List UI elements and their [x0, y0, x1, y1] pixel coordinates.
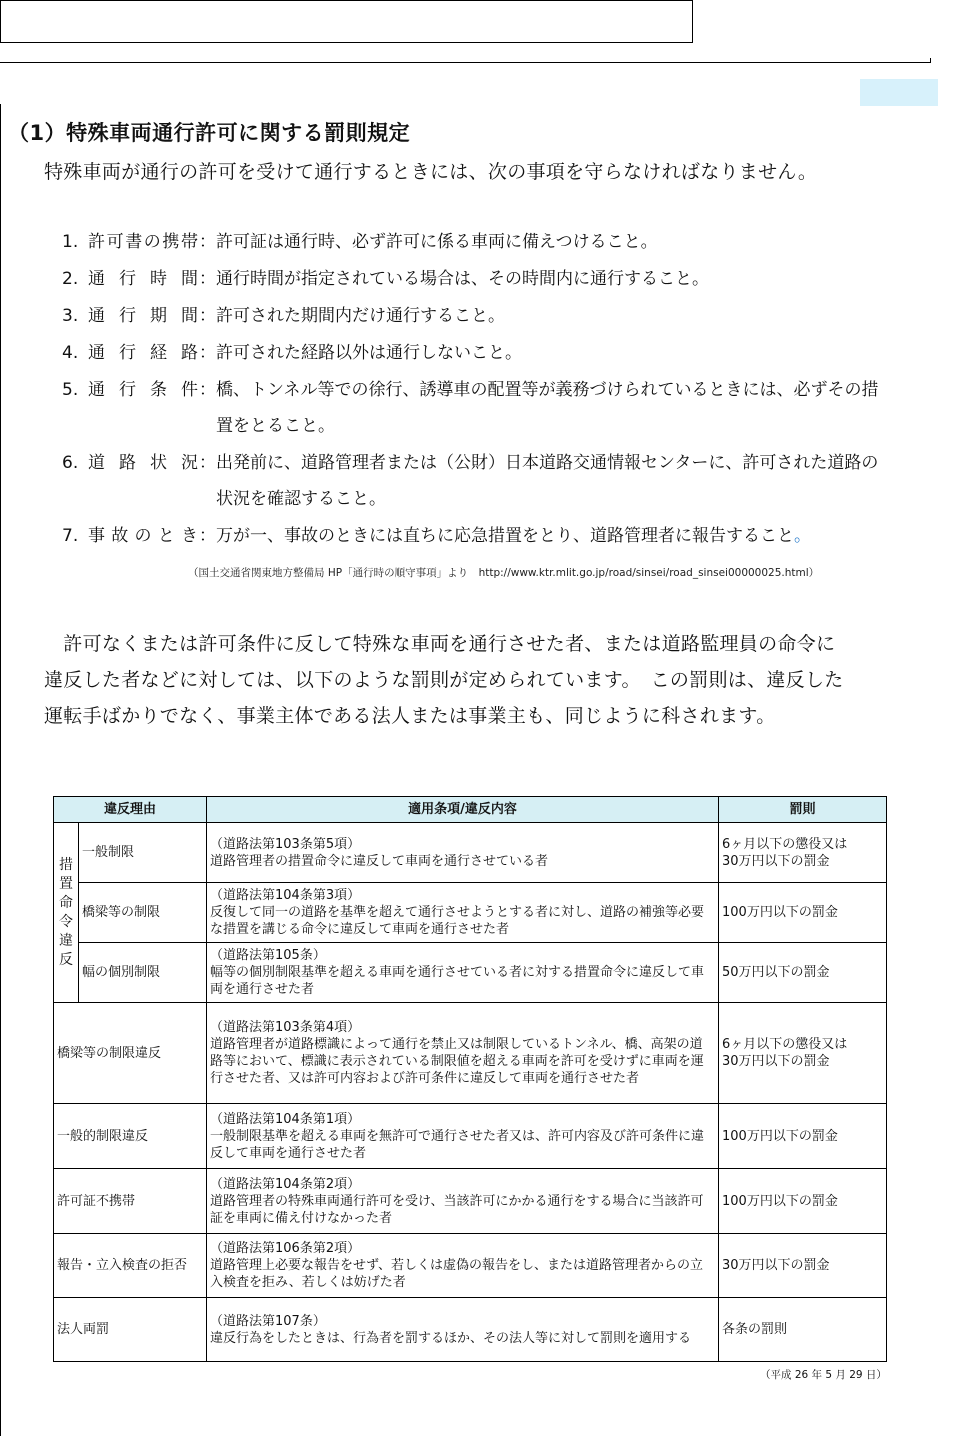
rule-number: 4.: [62, 343, 79, 363]
rule-text: 橋、トンネル等での徐行、誘導車の配置等が義務づけられているときには、必ずその措: [216, 380, 879, 400]
header-content: 適用条項/違反内容: [207, 797, 719, 823]
content-cell: [207, 943, 719, 1003]
group-label-char: 置: [59, 875, 73, 892]
law-reference: （道路法第106条第2項）: [210, 1241, 361, 1256]
rule-item: [62, 265, 942, 302]
header-reason: 違反理由: [54, 797, 207, 823]
content-cell: [207, 883, 719, 943]
rule-text-continued: 状況を確認すること。: [216, 489, 386, 509]
violation-content: 違反行為をしたときは、行為者を罰するほか、その法人等に対して罰則を適用する: [210, 1330, 692, 1346]
penalty-cell: 30万円以下の罰金: [719, 1234, 887, 1298]
content-cell: [207, 1234, 719, 1298]
section-title: （1）特殊車両通行許可に関する罰則規定: [8, 121, 411, 145]
rule-colon: ：: [199, 380, 216, 400]
penalty-cell: 6ヶ月以下の懲役又は 30万円以下の罰金: [719, 823, 887, 883]
rule-text: 通行時間が指定されている場合は、その時間内に通行すること。: [216, 269, 709, 289]
rule-item: [62, 339, 942, 376]
reason-cell: 一般制限: [79, 823, 207, 883]
rule-text: 許可証は通行時、必ず許可に係る車両に備えつけること。: [216, 232, 658, 252]
source-citation: （国土交通省関東地方整備局 HP「通行時の順守事項」より http://www.ktr.mlit.go.jp/road/sinsei/road_sinsei00000025.html）: [188, 567, 820, 579]
reason-cell: 橋梁等の制限: [79, 883, 207, 943]
header-divider: [0, 62, 931, 63]
penalty-cell: 100万円以下の罰金: [719, 883, 887, 943]
law-reference: （道路法第105条）: [210, 948, 326, 963]
group-label-char: 反: [59, 951, 73, 968]
content-cell: [207, 823, 719, 883]
table-row: [54, 1003, 887, 1104]
law-reference: （道路法第107条）: [210, 1313, 326, 1329]
violation-content: 一般制限基準を超える車両を無許可で通行させた者又は、許可内容及び許可条件に違反して車両を通行させた者: [210, 1128, 705, 1161]
header-penalty: 罰則: [719, 797, 887, 823]
violation-content: 反復して同一の道路を基準を超えて通行させようとする者に対し、道路の補強等必要な措置を講じる命令に違反して車両を通行させた者: [210, 905, 705, 937]
table-row: [54, 823, 887, 883]
rule-text-body: 万が一、事故のときには直ちに応急措置をとり、道路管理者に報告すること: [216, 526, 794, 546]
table-row: [54, 1298, 887, 1362]
rule-label: 道路状況: [88, 453, 198, 473]
rule-colon: ：: [199, 232, 216, 252]
content-cell: [207, 1169, 719, 1234]
group-label-char: 違: [59, 932, 73, 949]
rules-list: [62, 228, 942, 559]
group-label-char: 命: [59, 894, 73, 911]
left-frame-line: [0, 104, 1, 1436]
rule-colon: ：: [199, 269, 216, 289]
table-row: [54, 943, 887, 1003]
reason-cell: 橋梁等の制限違反: [54, 1003, 207, 1104]
rule-label: 通行条件: [88, 380, 198, 400]
paragraph-line: 違反した者などに対しては、以下のような罰則が定められています。 この罰則は、違反した: [44, 669, 844, 691]
violation-content: 幅等の個別制限基準を超える車両を通行させている者に対する措置命令に違反して車両を通行させた者: [210, 965, 705, 997]
rule-text: 許可された経路以外は通行しないこと。: [216, 343, 522, 363]
page-tag-box: [860, 79, 938, 106]
law-reference: （道路法第104条第3項）: [210, 888, 361, 903]
table-row: [54, 1169, 887, 1234]
law-reference: （道路法第103条第5項）: [210, 836, 361, 852]
group-label-char: 措: [59, 856, 73, 873]
penalty-cell: 100万円以下の罰金: [719, 1104, 887, 1169]
header-divider-tick: [930, 58, 931, 63]
law-reference: （道路法第103条第4項）: [210, 1020, 361, 1035]
rule-text: 出発前に、道路管理者または（公財）日本道路交通情報センターに、許可された道路の: [216, 453, 879, 473]
group-label-cell: [54, 823, 79, 1003]
header-title-box: [0, 0, 693, 43]
rule-item: [62, 449, 942, 522]
paragraph-line: 許可なくまたは許可条件に反して特殊な車両を通行させた者、または道路監理員の命令に: [44, 633, 836, 655]
rule-end-mark: 。: [794, 526, 811, 546]
rule-text: 許可された期間内だけ通行すること。: [216, 306, 505, 326]
table-row: [54, 1104, 887, 1169]
penalty-cell: 50万円以下の罰金: [719, 943, 887, 1003]
content-cell: [207, 1104, 719, 1169]
law-reference: （道路法第104条第1項）: [210, 1111, 361, 1127]
rule-label: 通行期間: [88, 306, 198, 326]
penalty-table: [53, 796, 887, 1362]
violation-content: 道路管理者の特殊車両通行許可を受け、当該許可にかかる通行をする場合に当該許可証を車両に備え付けなかった者: [210, 1193, 704, 1226]
rule-text-continued: 置をとること。: [216, 416, 335, 436]
violation-content: 道路管理上必要な報告をせず、若しくは虚偽の報告をし、または道路管理者からの立入検査を拒み、若しくは妨げた者: [210, 1258, 703, 1290]
penalty-cell: 各条の罰則: [719, 1298, 887, 1362]
table-date-note: （平成 26 年 5 月 29 日）: [760, 1369, 887, 1381]
group-label-char: 令: [59, 913, 73, 930]
penalty-cell: 6ヶ月以下の懲役又は 30万円以下の罰金: [719, 1003, 887, 1104]
penalty-cell: 100万円以下の罰金: [719, 1169, 887, 1234]
table-row: [54, 1234, 887, 1298]
violation-content: 道路管理者の措置命令に違反して車両を通行させている者: [210, 853, 549, 869]
rule-item: [62, 302, 942, 339]
explanation-paragraph: [44, 626, 934, 734]
rule-colon: ：: [199, 306, 216, 326]
rule-label: 事故のとき: [88, 526, 198, 546]
reason-cell: 報告・立入検査の拒否: [54, 1234, 207, 1298]
rule-label: 許可書の携帯: [88, 232, 198, 252]
content-cell: [207, 1298, 719, 1362]
table-header-row: [54, 797, 887, 823]
paragraph-line: 運転手ばかりでなく、事業主体である法人または事業主も、同じように科されます。: [44, 705, 776, 727]
rule-number: 7.: [62, 526, 79, 546]
rule-colon: ：: [199, 526, 216, 546]
rule-number: 3.: [62, 306, 79, 326]
rule-item: [62, 228, 942, 265]
rule-number: 6.: [62, 453, 79, 473]
violation-content: 道路管理者が道路標識によって通行を禁止又は制限しているトンネル、橋、高架の道路等において、標識に表示されている制限値を超える車両を許可を受けずに車両を運行させた者、又は許可内容および許可条件に違反して車両を通行させた者: [210, 1037, 704, 1086]
rule-number: 5.: [62, 380, 79, 400]
lead-text: 特殊車両が通行の許可を受けて通行するときには、次の事項を守らなければなりません。: [44, 161, 818, 183]
reason-cell: 許可証不携帯: [54, 1169, 207, 1234]
rule-text: [216, 522, 811, 550]
reason-cell: 一般的制限違反: [54, 1104, 207, 1169]
rule-item: [62, 376, 942, 449]
rule-label: 通行経路: [88, 343, 198, 363]
rule-item: [62, 522, 942, 559]
rule-number: 2.: [62, 269, 79, 289]
rule-number: 1.: [62, 232, 79, 252]
reason-cell: 幅の個別制限: [79, 943, 207, 1003]
content-cell: [207, 1003, 719, 1104]
rule-colon: ：: [199, 453, 216, 473]
reason-cell: 法人両罰: [54, 1298, 207, 1362]
rule-colon: ：: [199, 343, 216, 363]
table-row: [54, 883, 887, 943]
law-reference: （道路法第104条第2項）: [210, 1176, 361, 1192]
rule-label: 通行時間: [88, 269, 198, 289]
